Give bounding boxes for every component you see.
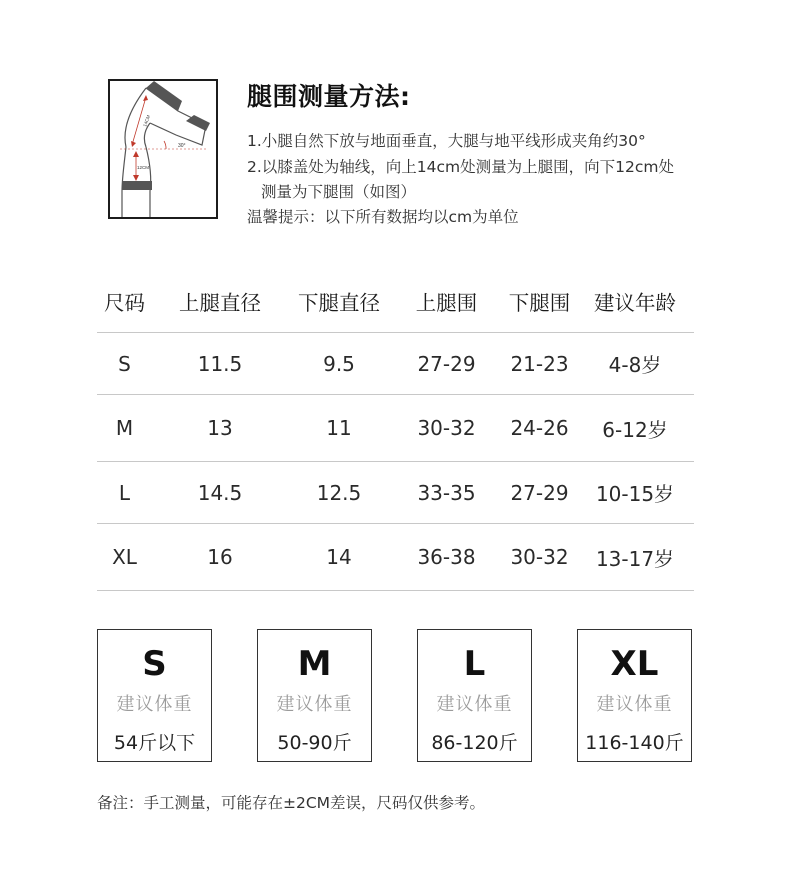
angle-label: 30° — [178, 143, 186, 149]
row-age: 13-17岁 — [595, 546, 675, 571]
instruction-line-1: 1.小腿自然下放与地面垂直，大腿与地平线形成夹角约30° — [247, 132, 646, 150]
row-age: 4-8岁 — [608, 353, 662, 377]
row-size: S — [118, 351, 131, 376]
card-weight: 86-120斤 — [431, 732, 518, 754]
row-upper-diameter: 14.5 — [197, 480, 243, 505]
header-lower-diameter: 下腿直径 — [298, 291, 380, 315]
upper-length-label: 14CM — [142, 114, 152, 128]
row-upper-circumference: 33-35 — [417, 480, 476, 505]
row-lower-diameter: 11 — [326, 416, 352, 440]
row-lower-diameter: 12.5 — [316, 480, 362, 505]
header-age: 建议年龄 — [594, 291, 676, 315]
upper-band — [146, 81, 182, 111]
row-size: M — [115, 416, 134, 440]
page-title: 腿围测量方法: — [247, 82, 411, 111]
size-card-xl — [577, 629, 692, 762]
card-weight: 50-90斤 — [277, 732, 352, 754]
row-upper-circumference: 36-38 — [417, 545, 476, 569]
row-age: 10-15岁 — [595, 482, 675, 506]
card-size: M — [297, 644, 332, 684]
row-upper-diameter: 13 — [207, 416, 233, 440]
card-label: 建议体重 — [116, 694, 193, 715]
table-row — [97, 462, 694, 524]
size-card-s — [97, 629, 212, 762]
card-weight: 116-140斤 — [585, 732, 684, 754]
row-upper-diameter: 16 — [207, 545, 233, 569]
leg-diagram — [108, 79, 218, 219]
row-size: L — [118, 480, 131, 505]
header-size: 尺码 — [104, 291, 145, 315]
row-lower-circumference: 21-23 — [510, 351, 569, 376]
card-label: 建议体重 — [276, 694, 353, 715]
row-lower-circumference: 30-32 — [510, 545, 569, 569]
row-upper-diameter: 11.5 — [197, 351, 243, 376]
card-size: S — [142, 644, 167, 684]
table-row — [97, 395, 694, 462]
row-lower-diameter: 9.5 — [323, 351, 355, 376]
header-upper-diameter: 上腿直径 — [179, 291, 261, 315]
row-lower-diameter: 14 — [326, 545, 352, 569]
tip-line: 温馨提示：以下所有数据均以cm为单位 — [247, 208, 519, 226]
row-lower-circumference: 27-29 — [510, 480, 569, 505]
instruction-line-3: 测量为下腿围（如图） — [261, 183, 417, 201]
row-size: XL — [112, 545, 137, 569]
card-label: 建议体重 — [436, 694, 513, 715]
size-card-l — [417, 629, 532, 762]
table-row — [97, 333, 694, 395]
size-table — [97, 270, 694, 591]
header-lower-circumference: 下腿围 — [508, 291, 571, 315]
lower-band — [122, 181, 152, 190]
size-card-m — [257, 629, 372, 762]
table-header — [97, 270, 694, 333]
table-row — [97, 524, 694, 591]
card-size: XL — [610, 644, 659, 684]
lower-length-label: 12CM — [137, 165, 150, 170]
instruction-line-2: 2.以膝盖处为轴线，向上14cm处测量为上腿围，向下12cm处 — [247, 158, 674, 176]
card-weight: 54斤以下 — [113, 732, 196, 754]
card-label: 建议体重 — [596, 694, 673, 715]
row-age: 6-12岁 — [602, 417, 668, 442]
header-upper-circumference: 上腿围 — [415, 291, 478, 315]
row-upper-circumference: 27-29 — [417, 351, 476, 376]
card-size: L — [463, 644, 486, 684]
row-lower-circumference: 24-26 — [510, 416, 569, 440]
row-upper-circumference: 30-32 — [417, 416, 476, 440]
footer-note: 备注：手工测量，可能存在±2CM差误，尺码仅供参考。 — [97, 794, 486, 812]
